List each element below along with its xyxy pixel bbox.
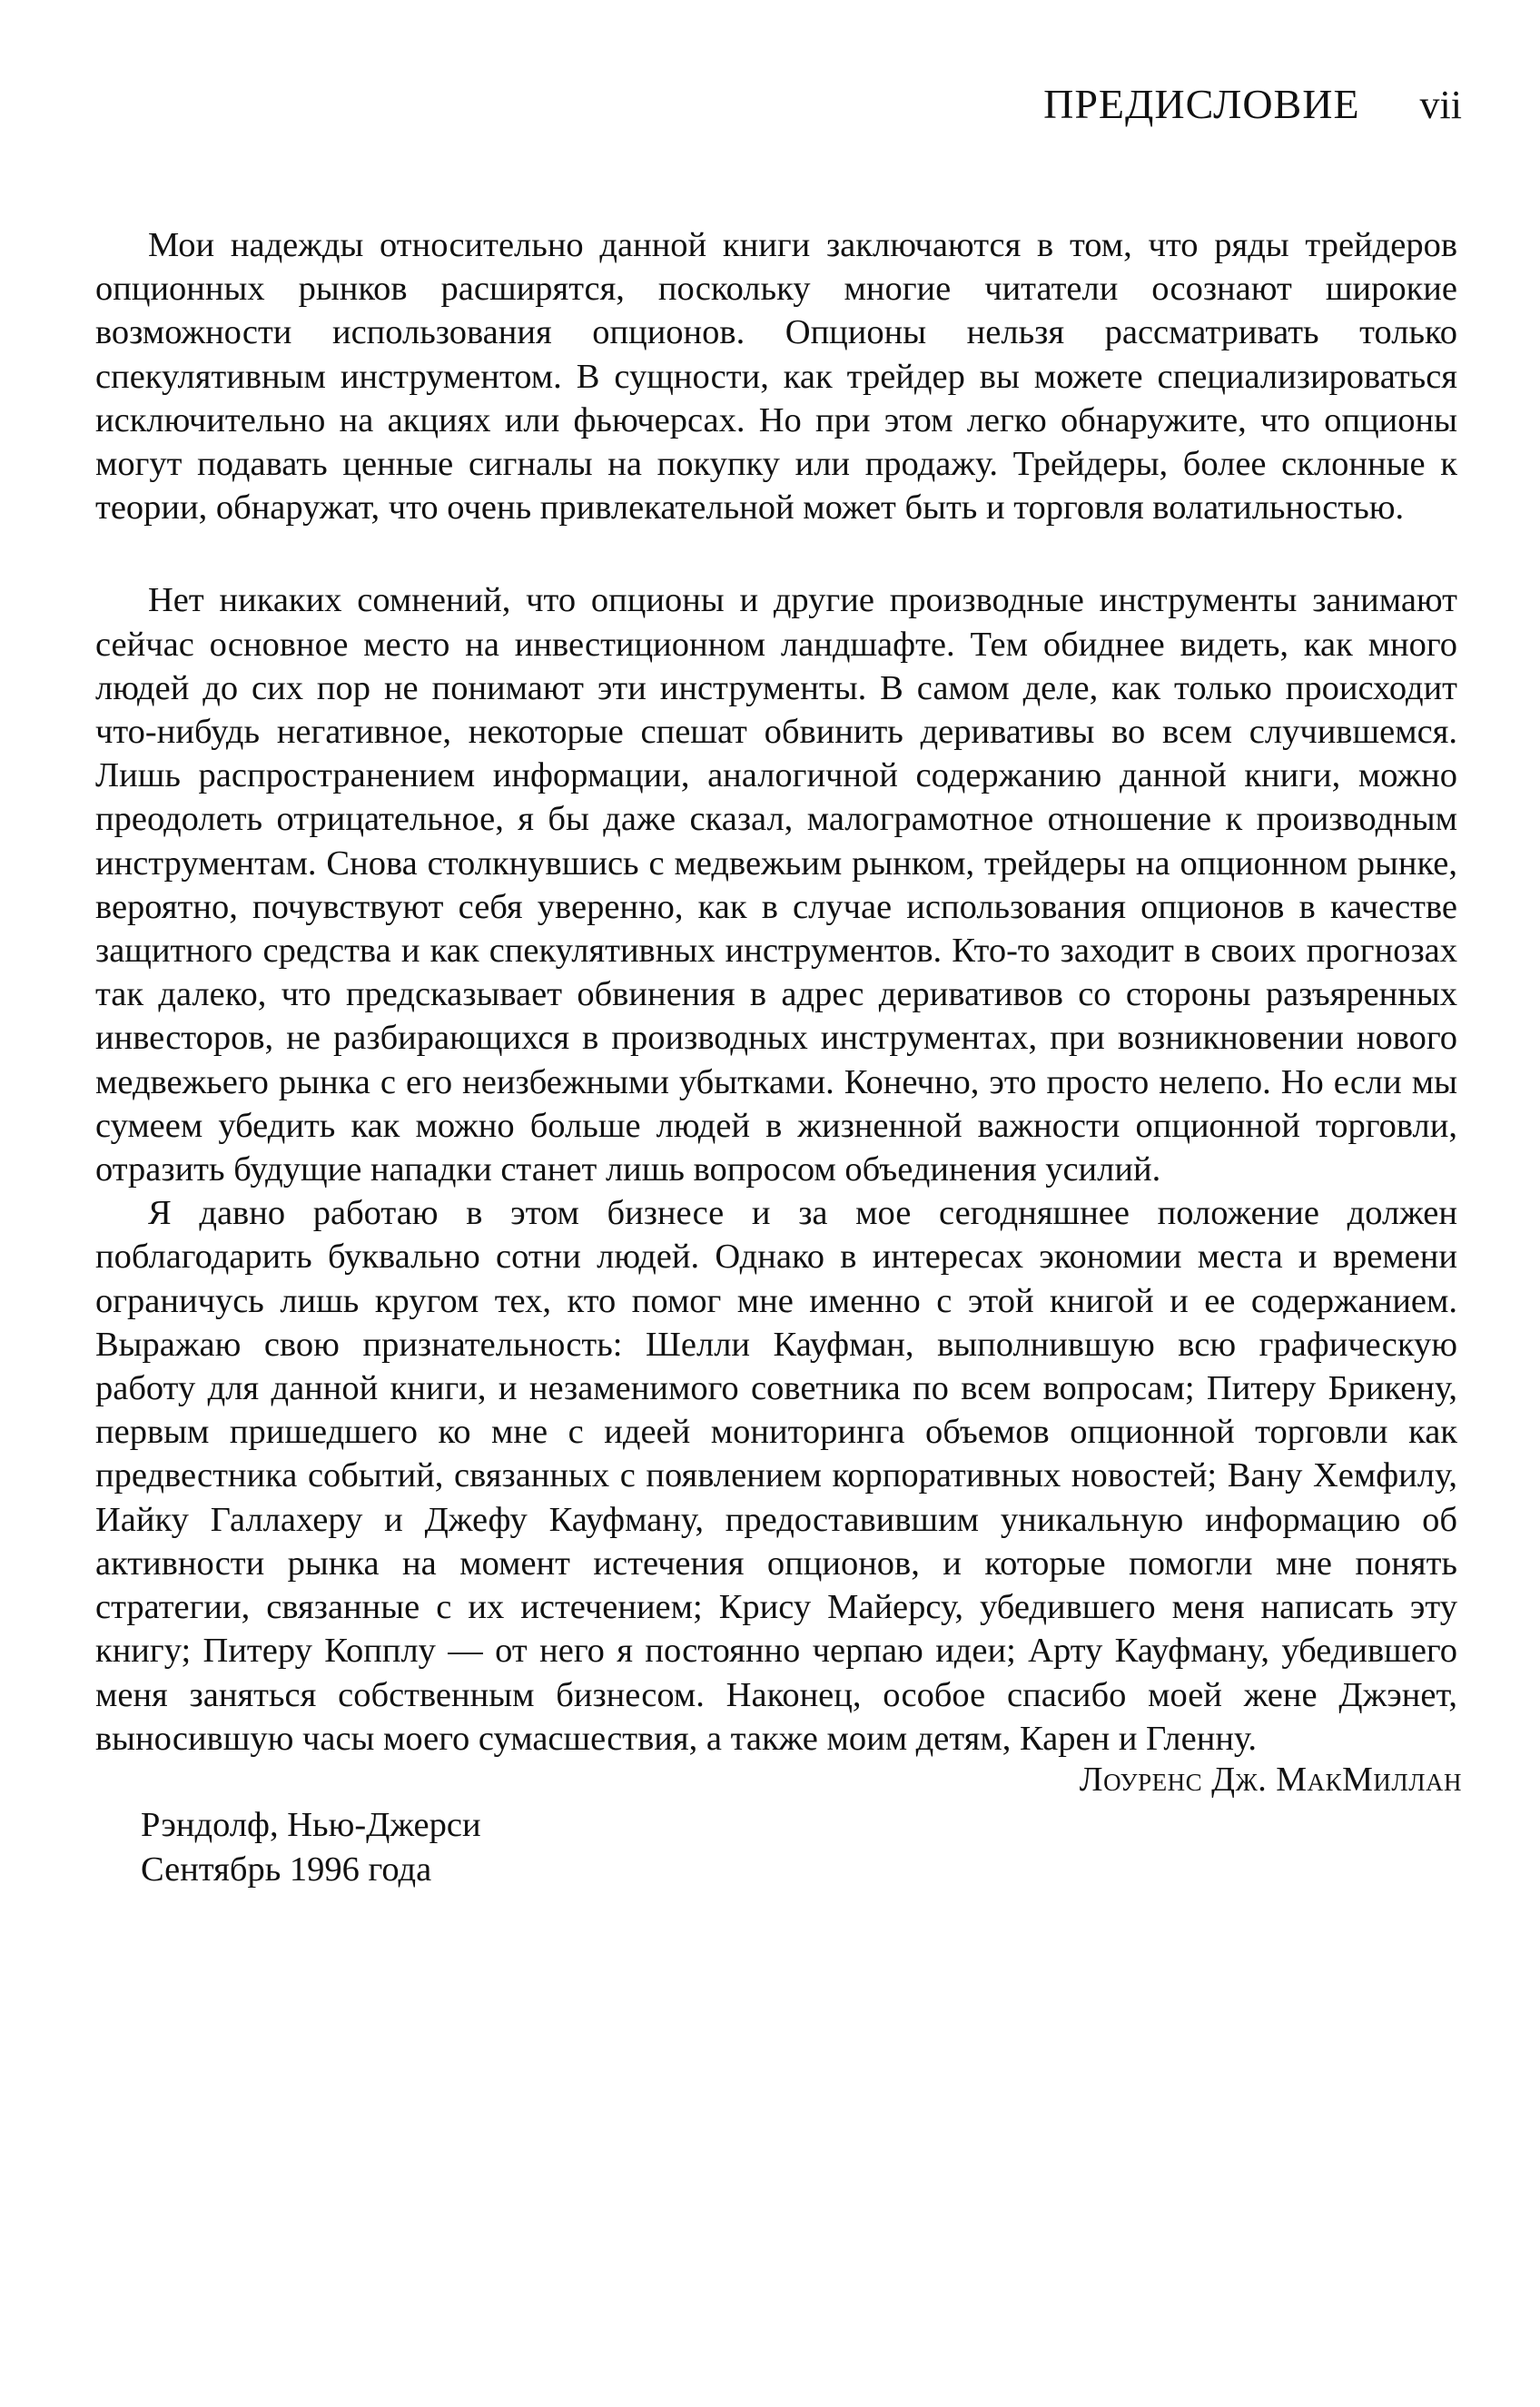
running-head	[1043, 80, 1462, 128]
preface-body	[95, 223, 1457, 1761]
paragraph-hopes: Мои надежды относительно данной книги заключаются в том, что ряды трейдеров опционных рынков расширятся, поскольку многие читатели осознают широкие возможности использования опционов. Опционы нельзя рассматривать только спекулятивным инструментом. В сущности, как трейдер вы можете специализироваться исключительно на акциях или фьючерсах. Но при этом легко обнаружите, что опционы могут подавать ценные сигналы на покупку или продажу. Трейдеры, более склонные к теории, обнаружат, что очень привлекательной может быть и торговля волатильностью.	[95, 226, 1457, 528]
page-number: vii	[1419, 83, 1462, 127]
paragraph-derivatives: Нет никаких сомнений, что опционы и другие производные инструменты занимают сейчас основное место на инвестиционном ландшафте. Тем обиднее видеть, как много людей до сих пор не понимают эти инструменты. В самом деле, как только происходит что-нибудь негативное, некоторые спешат обвинить деривативы во всем случившемся. Лишь распространением информации, аналогичной содержанию данной книги, можно преодолеть отрицательное, я бы даже сказал, малограмотное отношение к производным инструментам. Снова столкнувшись с медвежьим рынком, трейдеры на опционном рынке, вероятно, почувствуют себя уверенно, как в случае использования опционов в качестве защитного средства и как спекулятивных инструментов. Кто-то заходит в своих прогнозах так далеко, что предсказывает обвинения в адрес деривативов со стороны разъяренных инвесторов, не разбирающихся в производных инструментах, при возникновении нового медвежьего рынка с его неизбежными убытками. Конечно, это просто нелепо. Но если мы сумеем убедить как можно больше людей в жизненной важности опционной торговли, отразить будущие нападки станет лишь вопросом объединения усилий.	[95, 581, 1457, 1189]
place-and-date	[141, 1803, 481, 1892]
place: Рэндолф, Нью-Джерси	[141, 1806, 481, 1844]
paragraph-acknowledgements: Я давно работаю в этом бизнесе и за мое сегодняшнее положение должен поблагодарить буквально сотни людей. Однако в интересах экономии места и времени ограничусь лишь кругом тех, кто помог мне именно с этой книгой и ее содержанием. Выражаю свою признательность: Шелли Кауфман, выполнившую всю графическую работу для данной книги, и незаменимого советника по всем вопросам; Питеру Брикену, первым пришедшего ко мне с идеей мониторинга объемов опционной торговли как предвестника событий, связанных с появлением корпоративных новостей; Вану Хемфилу, Иайку Галлахеру и Джефу Кауфману, предоставившим уникальную информацию об активности рынка на момент истечения опционов, и которые помогли мне понять стратегии, связанные с их истечением; Крису Майерсу, убедившего меня написать эту книгу; Питеру Копплу — от него я постоянно черпаю идеи; Арту Кауфману, убедившего меня заняться собственным бизнесом. Наконец, особое спасибо моей жене Джэнет, выносившую часы моего сумасшествия, а также моим детям, Карен и Гленну.	[95, 1194, 1457, 1758]
author-signature: Лоуренс Дж. МакМиллан	[1079, 1761, 1462, 1799]
chapter-title: ПРЕДИСЛОВИЕ	[1043, 81, 1360, 127]
date: Сентябрь 1996 года	[141, 1850, 432, 1889]
